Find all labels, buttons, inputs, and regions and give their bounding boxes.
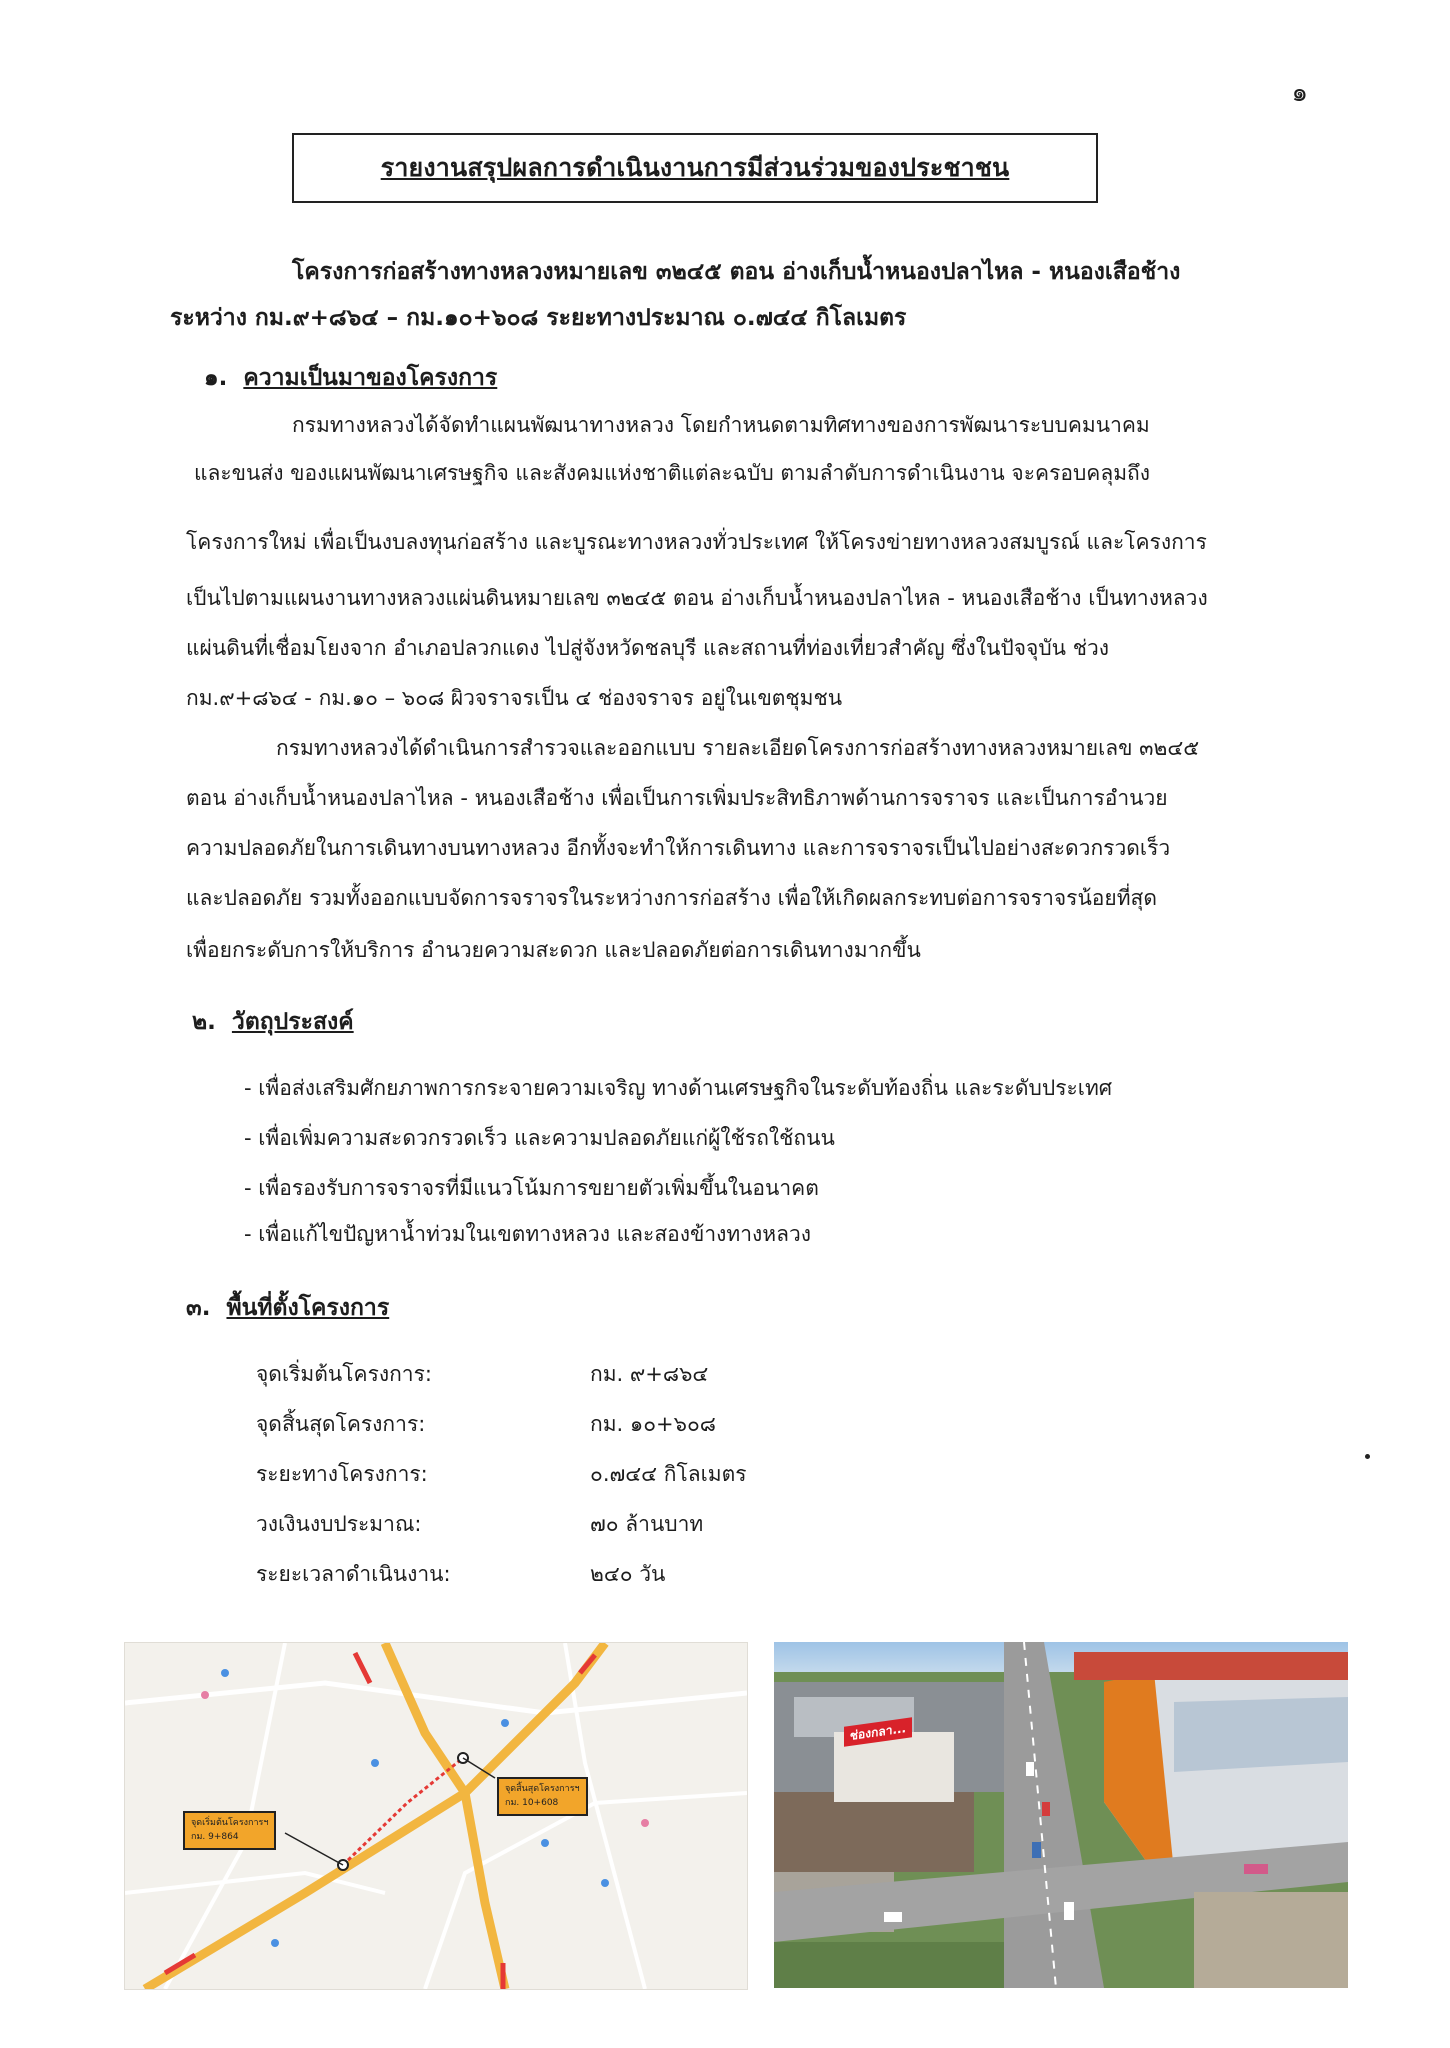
- section-1-para-1-line: เป็นไปตามแผนงานทางหลวงแผ่นดินหมายเลข ๓๒๔๕ ตอน อ่างเก็บน้ำหนองปลาไหล - หนองเสือช้าง เป็นทางหลวง: [186, 586, 1208, 610]
- location-label: ระยะเวลาดำเนินงาน:: [256, 1562, 451, 1586]
- project-name-line-2: ระหว่าง กม.๙+๘๖๔ – กม.๑๐+๖๐๘ ระยะทางประมาณ ๐.๗๔๔ กิโลเมตร: [170, 305, 907, 331]
- objective-item: - เพื่อแก้ไขปัญหาน้ำท่วมในเขตทางหลวง และสองข้างทางหลวง: [244, 1222, 812, 1246]
- section-1-para-2-line: ความปลอดภัยในการเดินทางบนทางหลวง อีกทั้งจะทำให้การเดินทาง และการจราจรเป็นไปอย่างสะดวกรวดเร็ว: [186, 836, 1171, 860]
- start-callout-title: จุดเริ่มต้นโครงการฯ: [191, 1818, 269, 1828]
- project-name-line-1: โครงการก่อสร้างทางหลวงหมายเลข ๓๒๔๕ ตอน อ่างเก็บน้ำหนองปลาไหล - หนองเสือช้าง: [292, 259, 1181, 285]
- section-1-para-1-line: และขนส่ง ของแผนพัฒนาเศรษฐกิจ และสังคมแห่งชาติแต่ละฉบับ ตามลำดับการดำเนินงาน จะครอบคลุมถึง: [194, 461, 1151, 485]
- section-1-para-2-line: เพื่อยกระดับการให้บริการ อำนวยความสะดวก และปลอดภัยต่อการเดินทางมากขึ้น: [186, 938, 921, 962]
- section-1-para-1-line: โครงการใหม่ เพื่อเป็นงบลงทุนก่อสร้าง และบูรณะทางหลวงทั่วประเทศ ให้โครงข่ายทางหลวงสมบูรณ์ และโครงการ: [186, 530, 1207, 554]
- title-box: [292, 133, 1098, 203]
- section-3-heading: [186, 1290, 389, 1326]
- end-callout-title: จุดสิ้นสุดโครงการฯ: [505, 1784, 580, 1794]
- section-2-title: วัตถุประสงค์: [231, 1009, 354, 1035]
- map-end-callout: [497, 1777, 588, 1816]
- location-value: ๗๐ ล้านบาท: [590, 1512, 704, 1536]
- end-callout-km: กม. 10+608: [505, 1797, 559, 1808]
- objective-item: - เพื่อเพิ่มความสะดวกรวดเร็ว และความปลอดภัยแก่ผู้ใช้รถใช้ถนน: [244, 1126, 835, 1150]
- location-label: จุดเริ่มต้นโครงการ:: [256, 1362, 432, 1386]
- section-3-title: พื้นที่ตั้งโครงการ: [226, 1295, 390, 1321]
- scan-speck: [1365, 1454, 1370, 1459]
- location-label: วงเงินงบประมาณ:: [256, 1512, 422, 1536]
- section-1-para-1-line: กม.๙+๘๖๔ - กม.๑๐ – ๖๐๘ ผิวจราจรเป็น ๔ ช่องจราจร อยู่ในเขตชุมชน: [186, 686, 843, 710]
- section-1-para-2-line: ตอน อ่างเก็บน้ำหนองปลาไหล - หนองเสือช้าง เพื่อเป็นการเพิ่มประสิทธิภาพด้านการจราจร และเป็นการอำนวย: [186, 786, 1168, 810]
- section-1-title: ความเป็นมาของโครงการ: [243, 365, 498, 391]
- section-1-number: ๑.: [204, 365, 228, 391]
- section-3-number: ๓.: [186, 1295, 211, 1321]
- section-1-para-1-line: แผ่นดินที่เชื่อมโยงจาก อำเภอปลวกแดง ไปสู่จังหวัดชลบุรี และสถานที่ท่องเที่ยวสำคัญ ซึ่งในปัจจุบัน ช่วง: [186, 636, 1110, 660]
- section-2-heading: [192, 1004, 354, 1040]
- section-2-number: ๒.: [192, 1009, 216, 1035]
- aerial-site-photo: [774, 1642, 1348, 1988]
- objective-item: - เพื่อรองรับการจราจรที่มีแนวโน้มการขยายตัวเพิ่มขึ้นในอนาคต: [244, 1176, 819, 1200]
- page-number: ๑: [1291, 78, 1308, 108]
- location-label: จุดสิ้นสุดโครงการ:: [256, 1412, 426, 1436]
- aerial-photo-graphic: [774, 1642, 1348, 1988]
- document-title: รายงานสรุปผลการดำเนินงานการมีส่วนร่วมของประชาชน: [380, 153, 1010, 182]
- objective-item: - เพื่อส่งเสริมศักยภาพการกระจายความเจริญ ทางด้านเศรษฐกิจในระดับท้องถิ่น และระดับประเทศ: [244, 1076, 1113, 1100]
- location-value: ๐.๗๔๔ กิโลเมตร: [590, 1462, 747, 1486]
- location-value: กม. ๑๐+๖๐๘: [590, 1412, 716, 1436]
- location-label: ระยะทางโครงการ:: [256, 1462, 428, 1486]
- location-value: ๒๔๐ วัน: [590, 1562, 666, 1586]
- start-callout-km: กม. 9+864: [191, 1831, 239, 1842]
- location-value: กม. ๙+๘๖๔: [590, 1362, 709, 1386]
- project-location-map: [124, 1642, 748, 1990]
- section-1-para-1-line: กรมทางหลวงได้จัดทำแผนพัฒนาทางหลวง โดยกำหนดตามทิศทางของการพัฒนาระบบคมนาคม: [292, 413, 1150, 437]
- section-1-para-2-line: และปลอดภัย รวมทั้งออกแบบจัดการจราจรในระหว่างการก่อสร้าง เพื่อให้เกิดผลกระทบต่อการจราจรน้อยที่สุด: [186, 886, 1158, 910]
- section-1-heading: [204, 360, 497, 396]
- section-1-para-2-line: กรมทางหลวงได้ดำเนินการสำรวจและออกแบบ รายละเอียดโครงการก่อสร้างทางหลวงหมายเลข ๓๒๔๕: [276, 736, 1200, 760]
- map-start-callout: [183, 1811, 276, 1850]
- store-sign: ช่องกลา...: [844, 1717, 912, 1747]
